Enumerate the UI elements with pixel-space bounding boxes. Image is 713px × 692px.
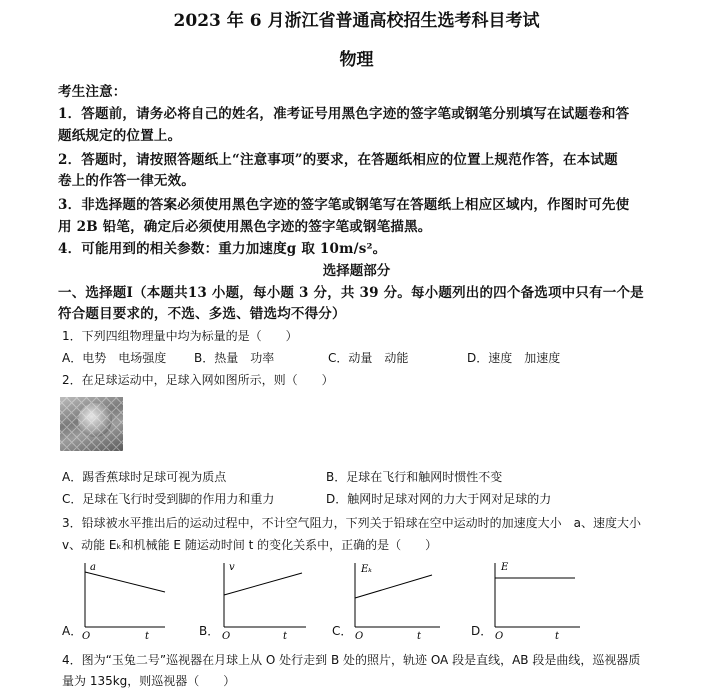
notice-line: 2．答题时，请按照答题纸上“注意事项”的要求，在答题纸相应的位置上规范作答，在本试题 bbox=[58, 152, 618, 168]
graph-a-x-label: t bbox=[145, 631, 150, 640]
graph-c-curve bbox=[355, 575, 432, 598]
q2-option-a: A．踢香蕉球时足球可视为质点 bbox=[62, 470, 227, 484]
graph-c-origin: O bbox=[355, 631, 364, 640]
q1-option-d: D．速度 加速度 bbox=[467, 351, 561, 365]
graph-d-x-label: t bbox=[555, 631, 560, 640]
part-title: 一、选择题Ⅰ（本题共13 小题，每小题 3 分，共 39 分。每小题列出的四个备选项中只有一个是 bbox=[58, 285, 644, 301]
section-heading: 选择题部分 bbox=[322, 263, 391, 279]
graph-d bbox=[495, 562, 580, 640]
q2-option-c: C．足球在飞行时受到脚的作用力和重力 bbox=[62, 492, 275, 506]
subject-title: 物理 bbox=[339, 50, 374, 70]
part-title: 符合题目要求的，不选、多选、错选均不得分） bbox=[58, 306, 346, 322]
notice-line: 题纸规定的位置上。 bbox=[58, 128, 182, 144]
question-2-stem: 2．在足球运动中，足球入网如图所示，则（ ） bbox=[62, 373, 334, 387]
question-4-stem: 量为 135kg，则巡视器（ ） bbox=[62, 674, 236, 688]
q3-option-a-label: A． bbox=[62, 624, 83, 638]
question-3-stem: v、动能 Eₖ和机械能 E 随运动时间 t 的变化关系中，正确的是（ ） bbox=[62, 538, 438, 552]
question-4-stem: 4．图为“玉兔二号”巡视器在月球上从 O 处行走到 B 处的照片，轨迹 OA 段是直线，AB 段是曲线，巡视器质 bbox=[62, 653, 641, 667]
graph-b-origin: O bbox=[222, 631, 231, 640]
q3-option-d-label: D． bbox=[471, 624, 493, 638]
graph-c-y-label: Eₖ bbox=[361, 564, 372, 575]
question-3-stem: 3．铅球被水平推出后的运动过程中，不计空气阻力，下列关于铅球在空中运动时的加速度大小 a、速度大小 bbox=[62, 516, 641, 530]
graph-b-y-label: v bbox=[229, 562, 235, 573]
q2-option-d: D．触网时足球对网的力大于网对足球的力 bbox=[326, 492, 552, 506]
graph-b-x-label: t bbox=[283, 631, 288, 640]
graph-c-x-label: t bbox=[417, 631, 422, 640]
notice-line: 卷上的作答一律无效。 bbox=[58, 173, 195, 189]
graph-d-y-label: E bbox=[501, 562, 509, 573]
q3-option-c-label: C． bbox=[332, 624, 353, 638]
notice-line: 3．非选择题的答案必须使用黑色字迹的签字笔或钢笔写在答题纸上相应区域内，作图时可先使 bbox=[58, 197, 630, 213]
q3-graphs bbox=[0, 555, 713, 640]
graph-b-curve bbox=[224, 573, 302, 595]
graph-c bbox=[355, 563, 440, 640]
notice-line: 4．可能用到的相关参数：重力加速度g 取 10m/s²。 bbox=[58, 241, 387, 257]
q1-option-c: C．动量 动能 bbox=[328, 351, 409, 365]
goal-net-image bbox=[60, 397, 123, 451]
graph-b bbox=[222, 562, 306, 640]
notice-line: 用 2B 铅笔，确定后必须使用黑色字迹的签字笔或钢笔描黑。 bbox=[58, 219, 432, 235]
graph-a bbox=[82, 562, 165, 640]
question-1-stem: 1．下列四组物理量中均为标量的是（ ） bbox=[62, 329, 298, 343]
graph-a-y-label: a bbox=[90, 562, 96, 573]
exam-title: 2023 年 6 月浙江省普通高校招生选考科目考试 bbox=[173, 11, 540, 31]
q1-option-b: B．热量 功率 bbox=[194, 351, 275, 365]
football-net-photo bbox=[60, 397, 123, 451]
graph-a-curve bbox=[85, 572, 165, 592]
graph-a-origin: O bbox=[82, 631, 91, 640]
notice-line: 1．答题前，请务必将自己的姓名，准考证号用黑色字迹的签字笔或钢笔分别填写在试题卷和答 bbox=[58, 106, 630, 122]
q1-option-a: A．电势 电场强度 bbox=[62, 351, 167, 365]
q2-option-b: B．足球在飞行和触网时惯性不变 bbox=[326, 470, 503, 484]
q3-option-b-label: B． bbox=[199, 624, 220, 638]
notice-heading: 考生注意： bbox=[58, 84, 127, 100]
graph-d-origin: O bbox=[495, 631, 504, 640]
